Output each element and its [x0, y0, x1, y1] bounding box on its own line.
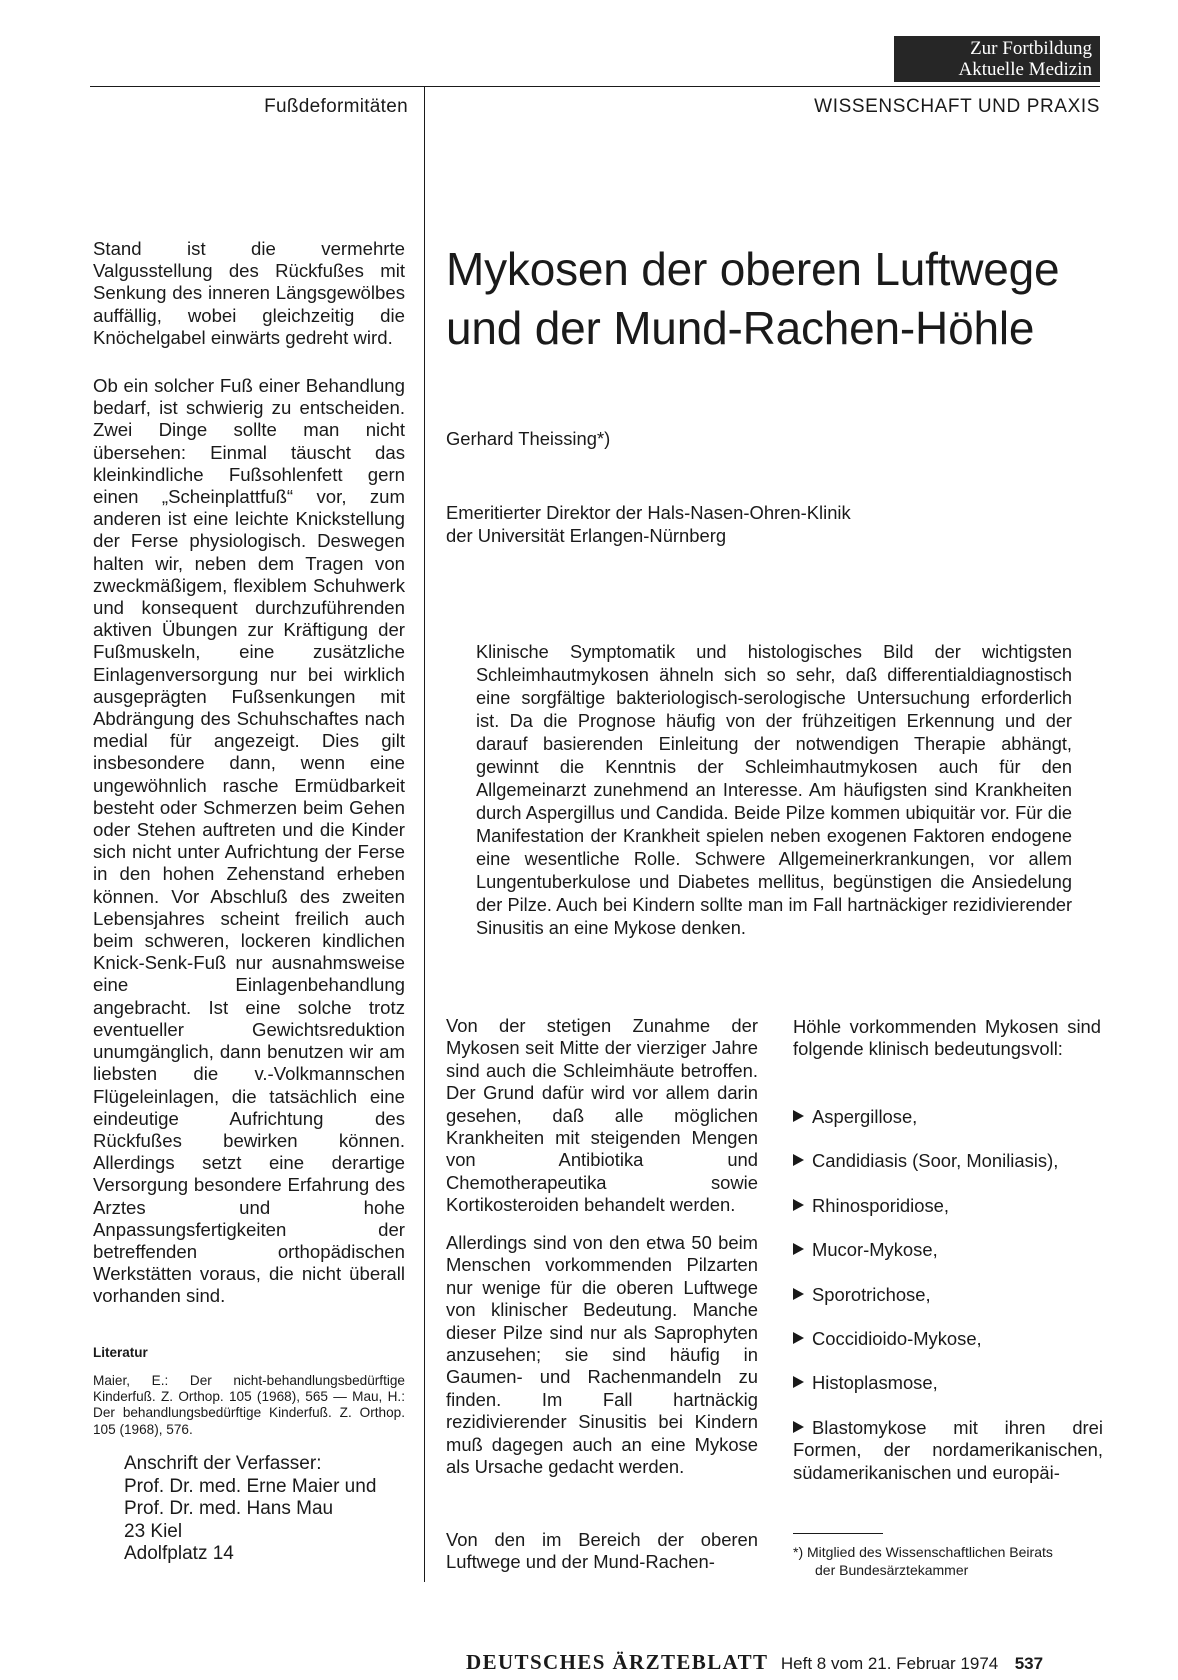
- badge-line-2: Aktuelle Medizin: [958, 59, 1092, 80]
- badge-line-1: Zur Fortbildung: [970, 38, 1092, 59]
- address-line: Anschrift der Verfasser:: [124, 1453, 322, 1474]
- footnote: [793, 1544, 1113, 1579]
- footnote-line-2: der Bundesärztekammer: [815, 1561, 969, 1578]
- author-address: [124, 1453, 376, 1566]
- section-label-right: WISSENSCHAFT UND PRAXIS: [814, 96, 1100, 117]
- literature-references: Maier, E.: Der nicht-behandlungsbedürftige Kinderfuß. Z. Orthop. 105 (1968), 565 — Mau, H.: Der behandlungsbedürftige Kinderfuß. Z. Orthop. 105 (1968), 576.: [93, 1373, 405, 1437]
- mycoses-intro: Höhle vorkommenden Mykosen sind folgende klinisch bedeutungsvoll:: [793, 1016, 1101, 1060]
- list-item: Aspergillose,: [793, 1106, 1103, 1128]
- article-title: [446, 240, 1100, 358]
- list-item: Candidiasis (Soor, Moniliasis),: [793, 1150, 1103, 1172]
- list-item: Histoplasmose,: [793, 1372, 1103, 1394]
- left-paragraph-2: Ob ein solcher Fuß einer Behandlung bedarf, ist schwierig zu entscheiden. Zwei Dinge sollte man nicht übersehen: Einmal täuscht das kleinkindliche Fußsohlenfett gern einen „Scheinplattfuß“ vor, zum anderen ist eine leichte Knickstellung der Ferse physiologisch. Deswegen halten wir, neben dem Tragen von zweckmäßigem, flexiblem Schuhwerk und konsequent durchzuführenden aktiven Übungen zur Kräftigung der Fußmuskeln, eine zusätzliche Einlagenversorgung nur bei wirklich ausgeprägten Fußsenkungen mit Abdrängung des Schuhschaftes nach medial für angezeigt. Dies gilt insbesondere dann, wenn eine ungewöhnlich rasche Ermüdbarkeit besteht oder Schmerzen beim Gehen oder Stehen auftreten und die Kinder sich nicht unter Aufrichtung der Ferse in den hohen Zehenstand erheben können. Vor Abschluß des zweiten Lebensjahres scheint freilich auch beim schweren, lockeren kindlichen Knick-Senk-Fuß nur ausnahmsweise eine Einlagenbehandlung angebracht. Ist eine solche trotz eventueller Gewichtsreduktion unumgänglich, dann benutzen wir am liebsten die v.-Volkmannschen Flügeleinlagen, die tatsächlich eine eindeutige Aufrichtung des Rückfußes bewirken können. Allerdings setzt eine derartige Versorgung besondere Erfahrung des Arztes und hohe Anpassungsfertigkeiten der betreffenden orthopädischen Werkstätten voraus, die nicht überall vorhanden sind.: [93, 375, 405, 1307]
- journal-name: DEUTSCHES ÄRZTEBLATT: [466, 1650, 769, 1674]
- middle-paragraph-3: Von den im Bereich der oberen Luftwege und der Mund-Rachen-: [446, 1529, 758, 1573]
- triangle-bullet-icon: [793, 1288, 804, 1300]
- triangle-bullet-icon: [793, 1110, 804, 1122]
- list-item: Mucor-Mykose,: [793, 1239, 1103, 1261]
- author-name: Gerhard Theissing*): [446, 428, 611, 449]
- address-line: 23 Kiel: [124, 1520, 183, 1542]
- middle-paragraph-2: Allerdings sind von den etwa 50 beim Menschen vorkommenden Pilzarten nur wenige für die oberen Luftwege von klinischer Bedeutung. Manche dieser Pilze sind nur als Saprophyten anzusehen; sie sind häufig in Gaumen- und Rachenmandeln zu finden. Im Fall hartnäckig rezidivierender Sinusitis bei Kindern muß dagegen auch an eine Mykose als Ursache gedacht werden.: [446, 1232, 758, 1478]
- address-line: Prof. Dr. med. Hans Mau: [124, 1498, 334, 1519]
- middle-paragraph-1: Von der stetigen Zunahme der Mykosen seit Mitte der vierziger Jahre sind auch die Schleimhäute betroffen. Der Grund dafür wird vor allem darin gesehen, daß alle möglichen Krankheiten mit steigenden Mengen von Antibiotika und Chemotherapeutika sowie Kortikosteroiden behandelt werden.: [446, 1015, 758, 1216]
- page-number: 537: [1014, 1654, 1044, 1673]
- affiliation-line-2: der Universität Erlangen-Nürnberg: [446, 525, 727, 546]
- header-rule: [90, 86, 1100, 87]
- address-line: Prof. Dr. med. Erne Maier und: [124, 1475, 377, 1497]
- triangle-bullet-icon: [793, 1332, 804, 1344]
- mycoses-list: [793, 1106, 1103, 1506]
- list-item: Rhinosporidiose,: [793, 1195, 1103, 1217]
- list-item: Blastomykose mit ihren drei Formen, der nordamerikanischen, südamerikanischen und europäi-: [793, 1416, 1103, 1483]
- title-line-1: Mykosen der oberen Luftwege: [446, 243, 1060, 295]
- footnote-rule: [793, 1533, 883, 1534]
- footnote-line-1: *) Mitglied des Wissenschaftlichen Beirats: [793, 1544, 1053, 1560]
- column-divider: [424, 87, 425, 1582]
- left-paragraph-1: Stand ist die vermehrte Valgusstellung des Rückfußes mit Senkung des inneren Längsgewölbes auffällig, wobei gleichzeitig die Knöchelgabel einwärts gedreht wird.: [93, 238, 405, 348]
- abstract: Klinische Symptomatik und histologisches Bild der wichtigsten Schleimhautmykosen ähneln sich so sehr, daß differentialdiagnostisch eine sorgfältige bakteriologisch-serologische Untersuchung erforderlich ist. Da die Prognose häufig von der frühzeitigen Erkennung und der darauf basierenden Einleitung der notwendigen Therapie abhängt, gewinnt die Kenntnis der Schleimhautmykosen auch für den Allgemeinarzt zunehmend an Interesse. Am häufigsten sind Krankheiten durch Aspergillus und Candida. Beide Pilze kommen ubiquitär vor. Für die Manifestation der Krankheit spielen neben exogenen Faktoren endogene eine wesentliche Rolle. Schwere Allgemeinerkrankungen, vor allem Lungentuberkulose und Diabetes mellitus, begünstigen die Ansiedelung der Pilze. Auch bei Kindern sollte man im Fall hartnäckiger rezidivierender Sinusitis an eine Mykose denken.: [476, 642, 1072, 938]
- list-item: Sporotrichose,: [793, 1284, 1103, 1306]
- address-line: Adolfplatz 14: [124, 1543, 234, 1564]
- triangle-bullet-icon: [793, 1154, 804, 1166]
- page-footer: [466, 1650, 1043, 1675]
- triangle-bullet-icon: [793, 1243, 804, 1255]
- affiliation-line-1: Emeritierter Direktor der Hals-Nasen-Ohren-Klinik: [446, 502, 851, 523]
- author-affiliation: [446, 501, 851, 547]
- issue-info: Heft 8 vom 21. Februar 1974: [780, 1654, 999, 1673]
- list-item: Coccidioido-Mykose,: [793, 1328, 1103, 1350]
- triangle-bullet-icon: [793, 1421, 804, 1433]
- triangle-bullet-icon: [793, 1199, 804, 1211]
- section-badge: [894, 36, 1100, 82]
- triangle-bullet-icon: [793, 1376, 804, 1388]
- literature-heading: Literatur: [93, 1345, 148, 1360]
- title-line-2: und der Mund-Rachen-Höhle: [446, 302, 1035, 354]
- section-label-left: Fußdeformitäten: [264, 96, 408, 117]
